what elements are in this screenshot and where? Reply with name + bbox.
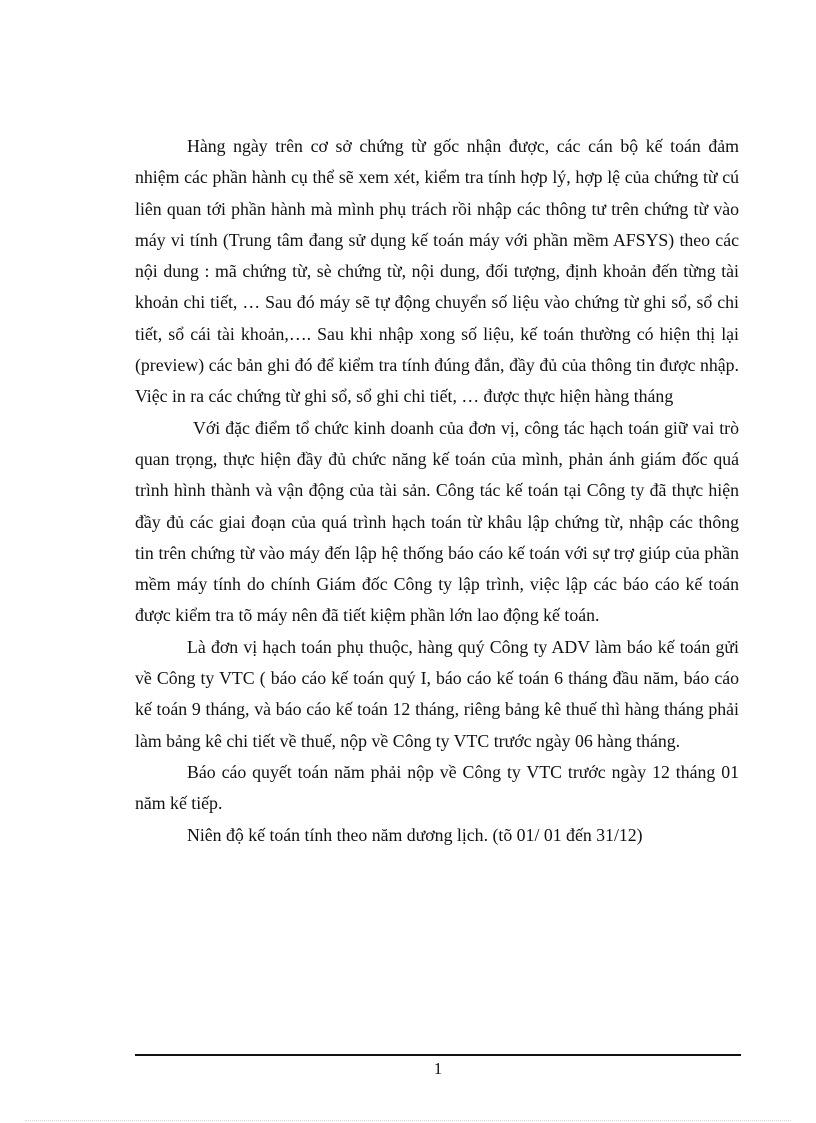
footer-divider: [135, 1054, 741, 1056]
paragraph-annual-settlement: Báo cáo quyết toán năm phải nộp về Công ty VTC trước ngày 12 tháng 01 năm kế tiếp.: [135, 761, 739, 814]
page-bottom-dotted-border: [25, 1120, 791, 1121]
page-number: 1: [433, 1059, 443, 1078]
paragraph-dependent-unit-reports: Là đơn vị hạch toán phụ thuộc, hàng quý Công ty ADV làm báo kế toán gửi về Công ty VTC ( báo cáo kế toán quý I, báo cáo kế toán 6 tháng đầu năm, báo cáo kế toán 9 tháng, và báo cáo kế toán 12 tháng, riêng bảng kê thuế thì hàng tháng phải làm bảng kê chi tiết về thuế, nộp về Công ty VTC trước ngày 06 hàng tháng.: [135, 636, 739, 751]
paragraph-fiscal-year: Niên độ kế toán tính theo năm dương lịch. (tõ 01/ 01 đến 31/12): [187, 824, 643, 845]
paragraph-business-characteristics: Với đặc điểm tổ chức kinh doanh của đơn vị, công tác hạch toán giữ vai trò quan trọng, thực hiện đầy đủ chức năng kế toán của mình, phản ánh giám đốc quá trình hình thành và vận động của tài sản. Công tác kế toán tại Công ty đã thực hiện đầy đủ các giai đoạn của quá trình hạch toán từ khâu lập chứng từ, nhập các thông tin trên chứng từ vào máy đến lập hệ thống báo cáo kế toán với sự trợ giúp của phần mềm máy tính do chính Giám đốc Công ty lập trình, việc lập các báo cáo kế toán được kiểm tra tõ máy nên đã tiết kiệm phần lớn lao động kế toán.: [135, 417, 739, 626]
document-body: [135, 131, 739, 851]
paragraph-daily-vouchers: Hàng ngày trên cơ sở chứng từ gốc nhận được, các cán bộ kế toán đảm nhiệm các phần hành cụ thể sẽ xem xét, kiểm tra tính hợp lý, hợp lệ của chứng từ cú liên quan tới phần hành mà mình phụ trách rồi nhập các thông tư trên chứng từ vào máy vi tính (Trung tâm đang sử dụng kế toán máy với phần mềm AFSYS) theo các nội dung : mã chứng từ, sè chứng từ, nội dung, đối tượng, định khoản đến từng tài khoản chi tiết, … Sau đó máy sẽ tự động chuyển số liệu vào chứng từ ghi sổ, sổ chi tiết, sổ cái tài khoản,…. Sau khi nhập xong số liệu, kế toán thường có hiện thị lại (preview) các bản ghi đó để kiểm tra tính đúng đắn, đầy đủ của thông tin được nhập. Việc in ra các chứng từ ghi sổ, sổ ghi chi tiết, … được thực hiện hàng tháng: [135, 136, 739, 407]
